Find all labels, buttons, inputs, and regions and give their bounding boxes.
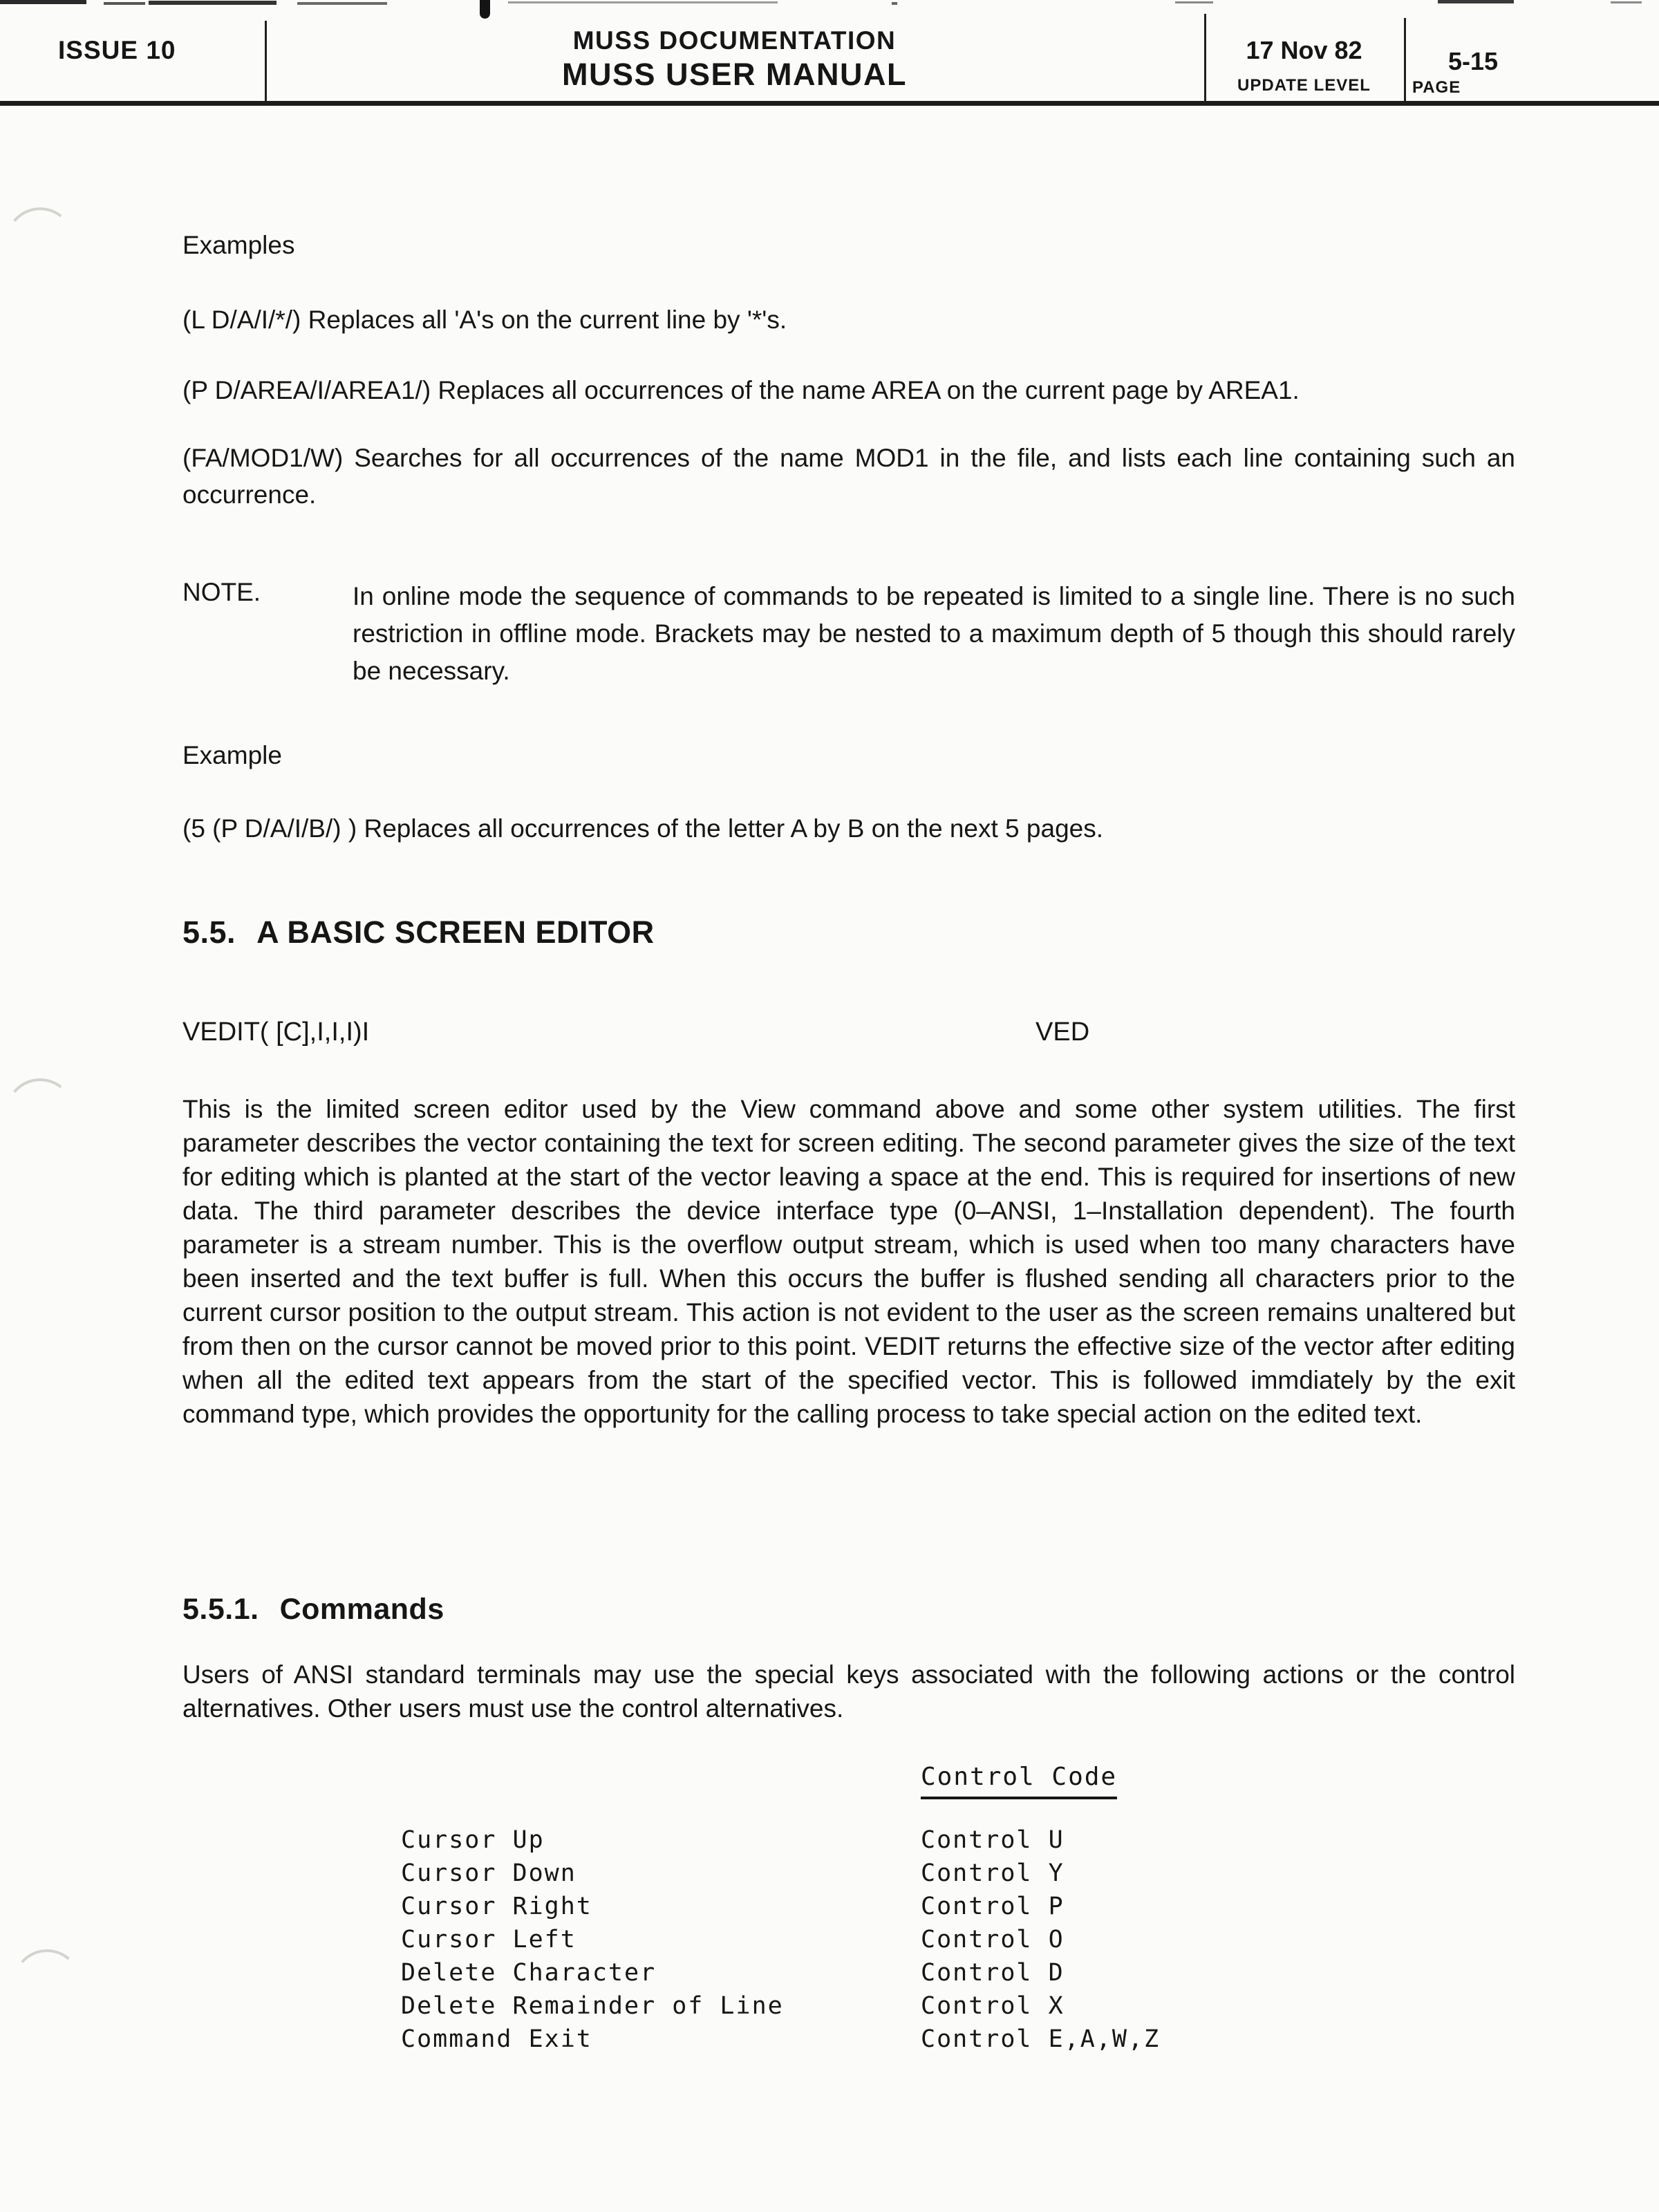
section-heading-5-5 bbox=[182, 915, 1515, 949]
note-label: NOTE. bbox=[182, 578, 261, 606]
section-heading-5-5-1 bbox=[182, 1593, 1515, 1627]
command-code: Control Y bbox=[921, 1859, 1065, 1887]
note-text: In online mode the sequence of commands to be repeated is limited to a single line. There is no such restriction in offline mode. Brackets may be nested to a maximum depth of 5 though this should rarely be necessary. bbox=[353, 582, 1515, 685]
scan-artifact bbox=[297, 2, 387, 5]
table-row bbox=[401, 1959, 1369, 1992]
command-action: Cursor Up bbox=[401, 1826, 545, 1854]
update-level-label: UPDATE LEVEL bbox=[1237, 76, 1371, 95]
update-date: 17 Nov 82 bbox=[1246, 36, 1362, 64]
command-action: Cursor Right bbox=[401, 1893, 592, 1920]
command-table bbox=[401, 1826, 1369, 2059]
scan-artifact bbox=[149, 1, 276, 5]
scan-artifact bbox=[104, 2, 145, 5]
scan-artifact bbox=[508, 1, 778, 3]
table-row bbox=[401, 2025, 1369, 2059]
section-number: 5.5. bbox=[182, 915, 236, 950]
table-row bbox=[401, 1926, 1369, 1959]
punch-hole-arc bbox=[2, 1075, 78, 1151]
document-title-line1: MUSS DOCUMENTATION bbox=[572, 26, 897, 55]
scan-artifact bbox=[892, 2, 897, 5]
scan-artifact bbox=[0, 0, 86, 4]
example-line: (L D/A/I/*/) Replaces all 'A's on the current line by '*'s. bbox=[182, 306, 787, 334]
command-action: Cursor Left bbox=[401, 1926, 577, 1953]
command-action: Delete Character bbox=[401, 1959, 657, 1987]
table-row bbox=[401, 1992, 1369, 2025]
table-row bbox=[401, 1893, 1369, 1926]
table-row bbox=[401, 1826, 1369, 1859]
scan-artifact bbox=[1175, 1, 1213, 3]
document-title bbox=[265, 26, 1204, 93]
header-divider bbox=[1404, 18, 1406, 101]
vedit-short-code: VED bbox=[1035, 1018, 1090, 1047]
scan-artifact bbox=[1611, 1, 1642, 3]
command-code: Control E,A,W,Z bbox=[921, 2025, 1161, 2053]
commands-intro: Users of ANSI standard terminals may use the special keys associated with the following actions or the control alternatives. Other users must use the control alternatives. bbox=[182, 1660, 1515, 1723]
command-code: Control P bbox=[921, 1893, 1065, 1920]
punch-hole-arc bbox=[2, 204, 78, 280]
issue-label: ISSUE 10 bbox=[58, 36, 176, 64]
command-code: Control O bbox=[921, 1926, 1065, 1953]
scan-artifact bbox=[1438, 0, 1514, 3]
vedit-signature: VEDIT( [C],I,I,I)I bbox=[182, 1018, 370, 1047]
header-rule bbox=[0, 101, 1659, 106]
example-line: (P D/AREA/I/AREA1/) Replaces all occurrences of the name AREA on the current page by AREA1. bbox=[182, 376, 1300, 404]
examples-heading: Examples bbox=[182, 231, 295, 259]
example-line: (FA/MOD1/W) Searches for all occurrences of the name MOD1 in the file, and lists each line containing such an occurrence. bbox=[182, 444, 1515, 509]
table-row bbox=[401, 1859, 1369, 1893]
control-code-column-heading: Control Code bbox=[921, 1763, 1117, 1799]
example-heading: Example bbox=[182, 741, 282, 769]
header-divider bbox=[1204, 14, 1206, 101]
page-number: 5-15 bbox=[1447, 47, 1499, 75]
vedit-description: This is the limited screen editor used by the View command above and some other system utilities. The first parameter describes the vector containing the text for screen editing. The second parameter gives the size of the text for editing which is planted at the start of the vector leaving a space at the end. This is required for insertions of new data. The third parameter describes the device interface type (0–ANSI, 1–Installation dependent). The fourth parameter is a stream number. This is the overflow output stream, which is used when too many characters have been inserted and the text buffer is full. When this occurs the buffer is flushed sending all characters prior to the current cursor position to the output stream. This action is not evident to the user as the screen remains unaltered but from then on the cursor cannot be moved prior to this point. VEDIT returns the effective size of the vector after editing when all the edited text appears from the start of the specified vector. This is followed immdiately by the exit command type, which provides the opportunity for the calling process to take special action on the edited text. bbox=[182, 1095, 1515, 1428]
command-code: Control X bbox=[921, 1992, 1065, 2020]
example-line: (5 (P D/A/I/B/) ) Replaces all occurrences of the letter A by B on the next 5 pages. bbox=[182, 814, 1103, 843]
document-title-line2: MUSS USER MANUAL bbox=[561, 57, 907, 92]
command-action: Cursor Down bbox=[401, 1859, 577, 1887]
section-title: A BASIC SCREEN EDITOR bbox=[256, 915, 655, 950]
section-number: 5.5.1. bbox=[182, 1593, 259, 1626]
punch-hole-arc bbox=[10, 1947, 84, 2021]
command-action: Command Exit bbox=[401, 2025, 592, 2053]
scan-artifact bbox=[480, 0, 490, 19]
command-code: Control D bbox=[921, 1959, 1065, 1987]
section-title: Commands bbox=[279, 1593, 444, 1626]
page-label: PAGE bbox=[1412, 78, 1461, 97]
command-code: Control U bbox=[921, 1826, 1065, 1854]
header-divider bbox=[265, 21, 267, 101]
command-action: Delete Remainder of Line bbox=[401, 1992, 784, 2020]
